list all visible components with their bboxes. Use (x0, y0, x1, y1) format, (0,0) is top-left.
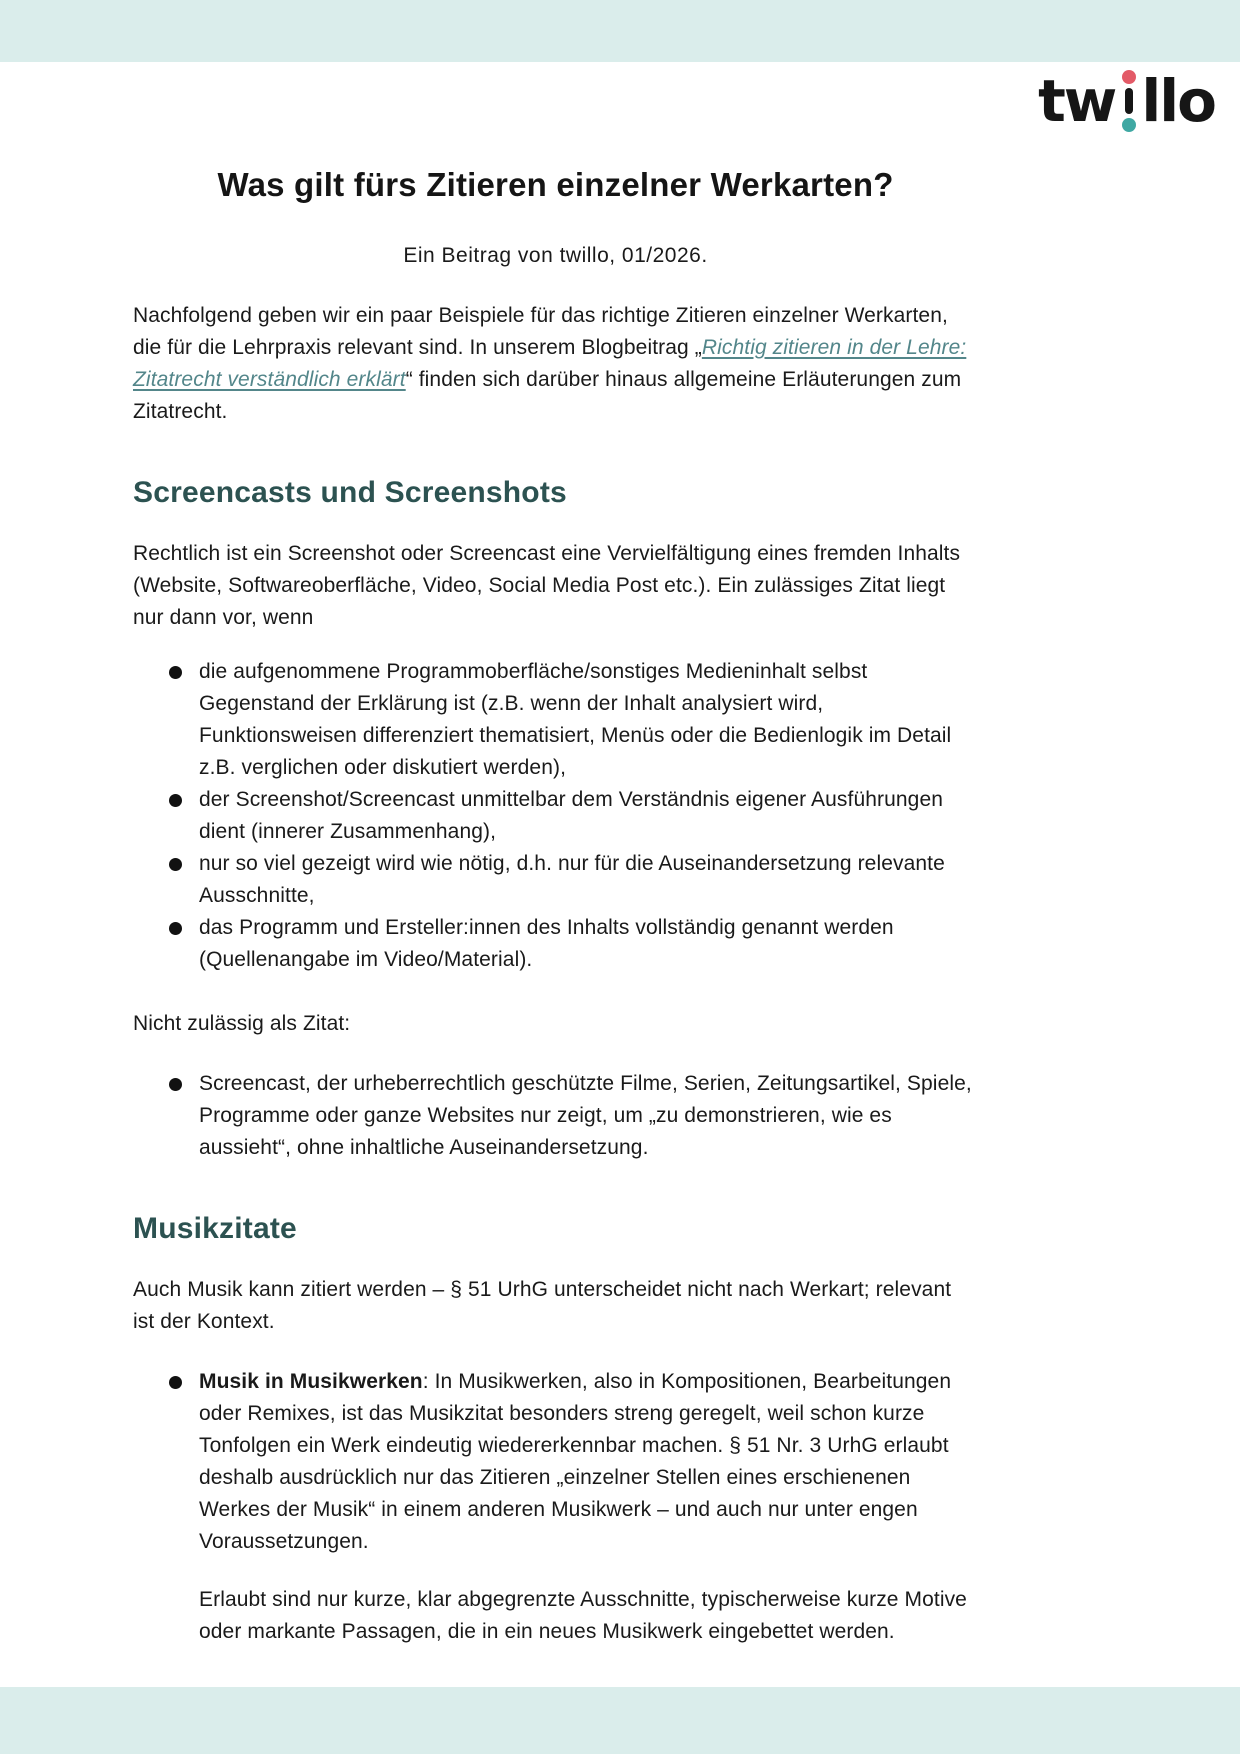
bullet-icon (169, 1376, 182, 1389)
list-item-text: die aufgenommene Programmoberfläche/sonstiges Medieninhalt selbst Gegenstand der Erklärung ist (z.B. wenn der Inhalt analysiert wird, Funktionsweisen differenziert thematisiert, Menüs oder die Bedienlogik im Detail z.B. verglichen oder diskutiert werden), (199, 660, 952, 779)
logo-text-llo: llo (1141, 67, 1215, 135)
section1-lead-paragraph: Rechtlich ist ein Screenshot oder Screencast eine Vervielfältigung eines fremden Inhalts (Website, Softwareoberfläche, Video, Social Media Post etc.). Ein zulässiges Zitat liegt nur dann vor, wenn (133, 542, 961, 629)
intro-text-before-link: Nachfolgend geben wir ein paar Beispiele für das richtige Zitieren einzelner Werkarten, die für die Lehrpraxis relevant sind. In unserem Blogbeitrag „ (133, 304, 948, 359)
bullet-icon (169, 794, 182, 807)
list-item (133, 912, 978, 976)
blog-post-link[interactable]: Richtig zitieren in der Lehre: Zitatrecht verständlich erklärt (133, 336, 967, 391)
list-item-text (199, 1366, 978, 1558)
bullet-icon (169, 858, 182, 871)
logo-letter-i (1122, 70, 1136, 132)
intro-paragraph (133, 300, 978, 428)
musik-list (133, 1366, 978, 1558)
not-allowed-label: Nicht zulässig als Zitat: (133, 1012, 351, 1035)
bullet-icon (169, 1078, 182, 1091)
page-title: Was gilt fürs Zitieren einzelner Werkarten? (217, 166, 894, 203)
list-item (133, 784, 978, 848)
section-heading-musikzitate: Musikzitate (133, 1212, 297, 1245)
section2-followup-paragraph: Erlaubt sind nur kurze, klar abgegrenzte Ausschnitte, typischerweise kurze Motive oder markante Passagen, die in ein neues Musikwerk eingebettet werden. (199, 1588, 967, 1643)
section-heading-screencasts: Screencasts und Screenshots (133, 476, 567, 509)
logo-text-tw: tw (1038, 67, 1116, 135)
bottom-border-band (0, 1687, 1240, 1754)
intro-text-after-link: “ finden sich darüber hinaus allgemeine Erläuterungen zum Zitatrecht. (133, 368, 962, 423)
list-item-text: Screencast, der urheberrechtlich geschützte Filme, Serien, Zeitungsartikel, Spiele, Programme oder ganze Websites nur zeigt, um „zu demonstrieren, wie es aussieht“, ohne inhaltliche Auseinandersetzung. (199, 1072, 972, 1159)
logo-teal-dot-icon (1122, 118, 1136, 132)
bullet-icon (169, 666, 182, 679)
list-item (133, 1366, 978, 1558)
list-item (133, 656, 978, 784)
list-item (133, 1068, 978, 1164)
logo-red-dot-icon (1122, 70, 1136, 84)
allowed-criteria-list (133, 656, 978, 976)
byline: Ein Beitrag von twillo, 01/2026. (403, 244, 708, 267)
not-allowed-list (133, 1068, 978, 1164)
list-item-text: das Programm und Ersteller:innen des Inhalts vollständig genannt werden (Quellenangabe im Video/Material). (199, 916, 894, 971)
bullet-icon (169, 922, 182, 935)
list-item-text: nur so viel gezeigt wird wie nötig, d.h. nur für die Auseinandersetzung relevante Ausschnitte, (199, 852, 945, 907)
twillo-logo (1038, 67, 1215, 135)
section2-lead-paragraph: Auch Musik kann zitiert werden – § 51 UrhG unterscheidet nicht nach Werkart; relevant ist der Kontext. (133, 1278, 952, 1333)
bullet-bold-lead: Musik in Musikwerken (199, 1370, 423, 1393)
bullet-rest-text: : In Musikwerken, also in Kompositionen, Bearbeitungen oder Remixes, ist das Musikzitat besonders streng geregelt, weil schon kurze Tonfolgen ein Werk eindeutig wiedererkennbar machen. § 51 Nr. 3 UrhG erlaubt deshalb ausdrücklich nur das Zitieren „einzelner Stellen eines erschienenen Werkes der Musik“ in einem anderen Musikwerk – und auch nur unter engen Voraussetzungen. (199, 1370, 952, 1553)
header-logo-row (1038, 67, 1215, 135)
list-item (133, 848, 978, 912)
article-content (133, 0, 978, 1648)
list-item-text: der Screenshot/Screencast unmittelbar dem Verständnis eigener Ausführungen dient (innerer Zusammenhang), (199, 788, 944, 843)
logo-i-stem (1125, 88, 1133, 114)
